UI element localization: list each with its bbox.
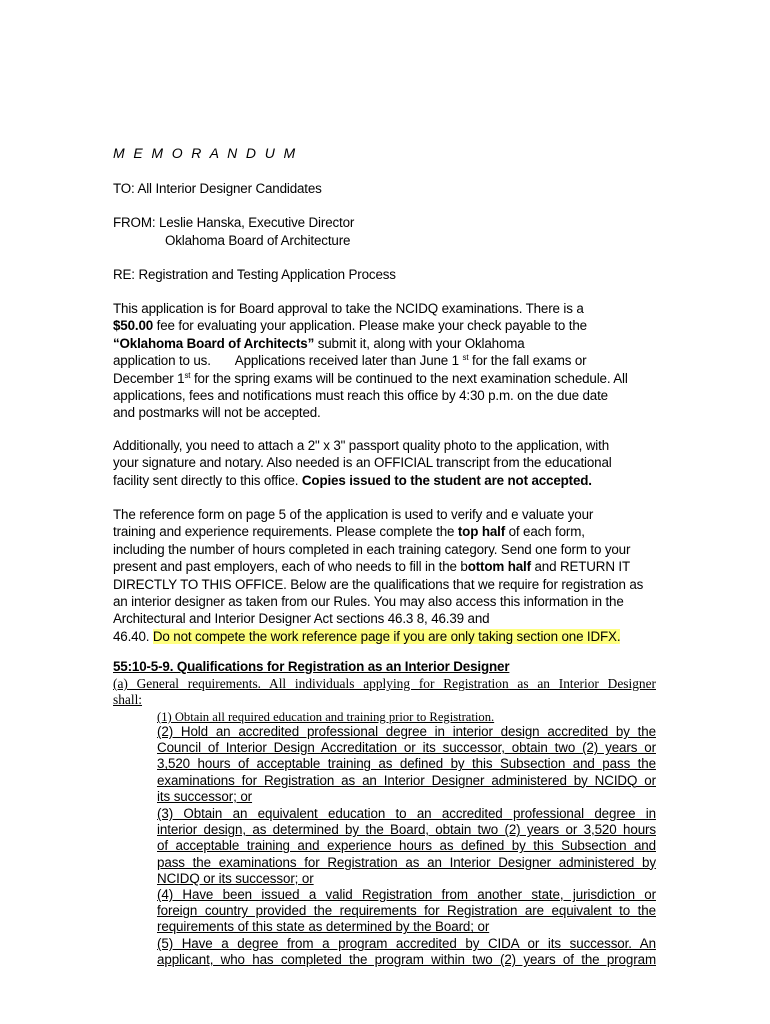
text-line: your signature and notary. Also needed is an OFFICIAL transcript from the educational	[113, 455, 612, 471]
text-line: applicant, who has completed the program within two (2) years of the program	[157, 952, 656, 968]
text-line: of acceptable training and experience hours as defined by this Subsection and	[157, 838, 656, 854]
text-line: (a) General requirements. All individuals applying for Registration as an Interior Designer	[113, 676, 656, 691]
requirement-item-3	[157, 806, 656, 887]
text-line: facility sent directly to this office. Copies issued to the student are not accepted.	[113, 472, 592, 488]
text-line: (3) Obtain an equivalent education to an accredited professional degree in	[157, 806, 656, 821]
copies-warning: Copies issued to the student are not accepted.	[301, 472, 592, 488]
text-line: December 1st for the spring exams will be continued to the next examination schedule. All	[113, 370, 628, 386]
text-line: NCIDQ or its successor; or	[157, 870, 314, 886]
text-line: Architectural and Interior Designer Act sections 46.3 8, 46.39 and	[113, 611, 490, 627]
text-line: DIRECTLY TO THIS OFFICE. Below are the qualifications that we require for registration as	[113, 576, 644, 592]
fee-amount: $50.00	[113, 318, 154, 334]
text-line: requirements of this state as determined by the Board; or	[157, 919, 490, 935]
paragraph-photo-transcript	[113, 437, 612, 489]
text-line: The reference form on page 5 of the application is used to verify and e valuate your	[113, 507, 594, 522]
paragraph-application-fee	[113, 300, 628, 422]
text-line: application to us. Applications received later than June 1 $^{st}$ for the fall exams or	[113, 353, 587, 369]
qualifications-heading: 55:10-5-9. Qualifications for Registration as an Interior Designer	[113, 659, 510, 674]
general-requirements	[113, 676, 656, 708]
text-line: including the number of hours completed in each training category. Send one form to your	[113, 541, 631, 557]
memo-from-line: FROM: Leslie Hanska, Executive Director	[113, 215, 355, 230]
memo-title: M E M O R A N D U M	[113, 145, 298, 161]
text-line: applications, fees and notifications must reach this office by 4:30 p.m. on the due date	[113, 388, 608, 404]
text-line: shall:	[113, 692, 143, 707]
text-line: its successor; or	[157, 788, 253, 804]
text-line: $50.00 fee for evaluating your application. Please make your check payable to the	[113, 318, 587, 334]
text-line: (5) Have a degree from a program accredited by CIDA or its successor. An	[157, 936, 656, 951]
text-line: pass the examinations for Registration as an Interior Designer administered by	[157, 854, 656, 870]
memo-re-line: RE: Registration and Testing Application Process	[113, 267, 396, 282]
text-line: (2) Hold an accredited professional degree in interior design accredited by the	[157, 724, 656, 739]
requirement-item-1: (1) Obtain all required education and training prior to Registration.	[157, 710, 495, 724]
memo-from-organization: Oklahoma Board of Architecture	[165, 233, 351, 248]
text-line: (4) Have been issued a valid Registration from another state, jurisdiction or	[157, 887, 656, 902]
text-line: training and experience requirements. Please complete the top half of each form,	[113, 524, 585, 540]
payee-name: “Oklahoma Board of Architects”	[113, 335, 315, 351]
requirement-item-2	[157, 724, 656, 805]
text-line: interior design, as determined by the Board, obtain two (2) years or 3,520 hours	[157, 822, 656, 838]
text-line: This application is for Board approval to take the NCIDQ examinations. There is a	[113, 301, 584, 316]
requirement-item-5	[157, 936, 656, 968]
text-line: Additionally, you need to attach a 2" x 3" passport quality photo to the application, with	[113, 438, 609, 453]
text-line: Council of Interior Design Accreditation or its successor, obtain two (2) years or	[157, 740, 656, 756]
text-line: and postmarks will not be accepted.	[113, 405, 321, 421]
text-line: “Oklahoma Board of Architects” submit it, along with your Oklahoma	[113, 335, 525, 351]
text-line: an interior designer as taken from our Rules. You may also access this information in the	[113, 594, 624, 610]
memo-to-line: TO: All Interior Designer Candidates	[113, 181, 322, 196]
text-line: present and past employers, each of who needs to fill in the bottom half and RETURN IT	[113, 559, 631, 575]
requirement-item-4	[157, 887, 656, 936]
paragraph-reference-form	[113, 506, 643, 645]
text-line: foreign country provided the requirements for Registration are equivalent to the	[157, 903, 656, 919]
text-line: 46.40. Do not compete the work reference page if you are only taking section one IDFX.	[113, 628, 621, 644]
text-line: 3,520 hours of acceptable training as defined by this Subsection and pass the	[157, 756, 656, 772]
highlighted-notice: Do not compete the work reference page if you are only taking section one IDFX.	[152, 628, 621, 644]
text-line: examinations for Registration as an Interior Designer administered by NCIDQ or	[157, 772, 656, 788]
